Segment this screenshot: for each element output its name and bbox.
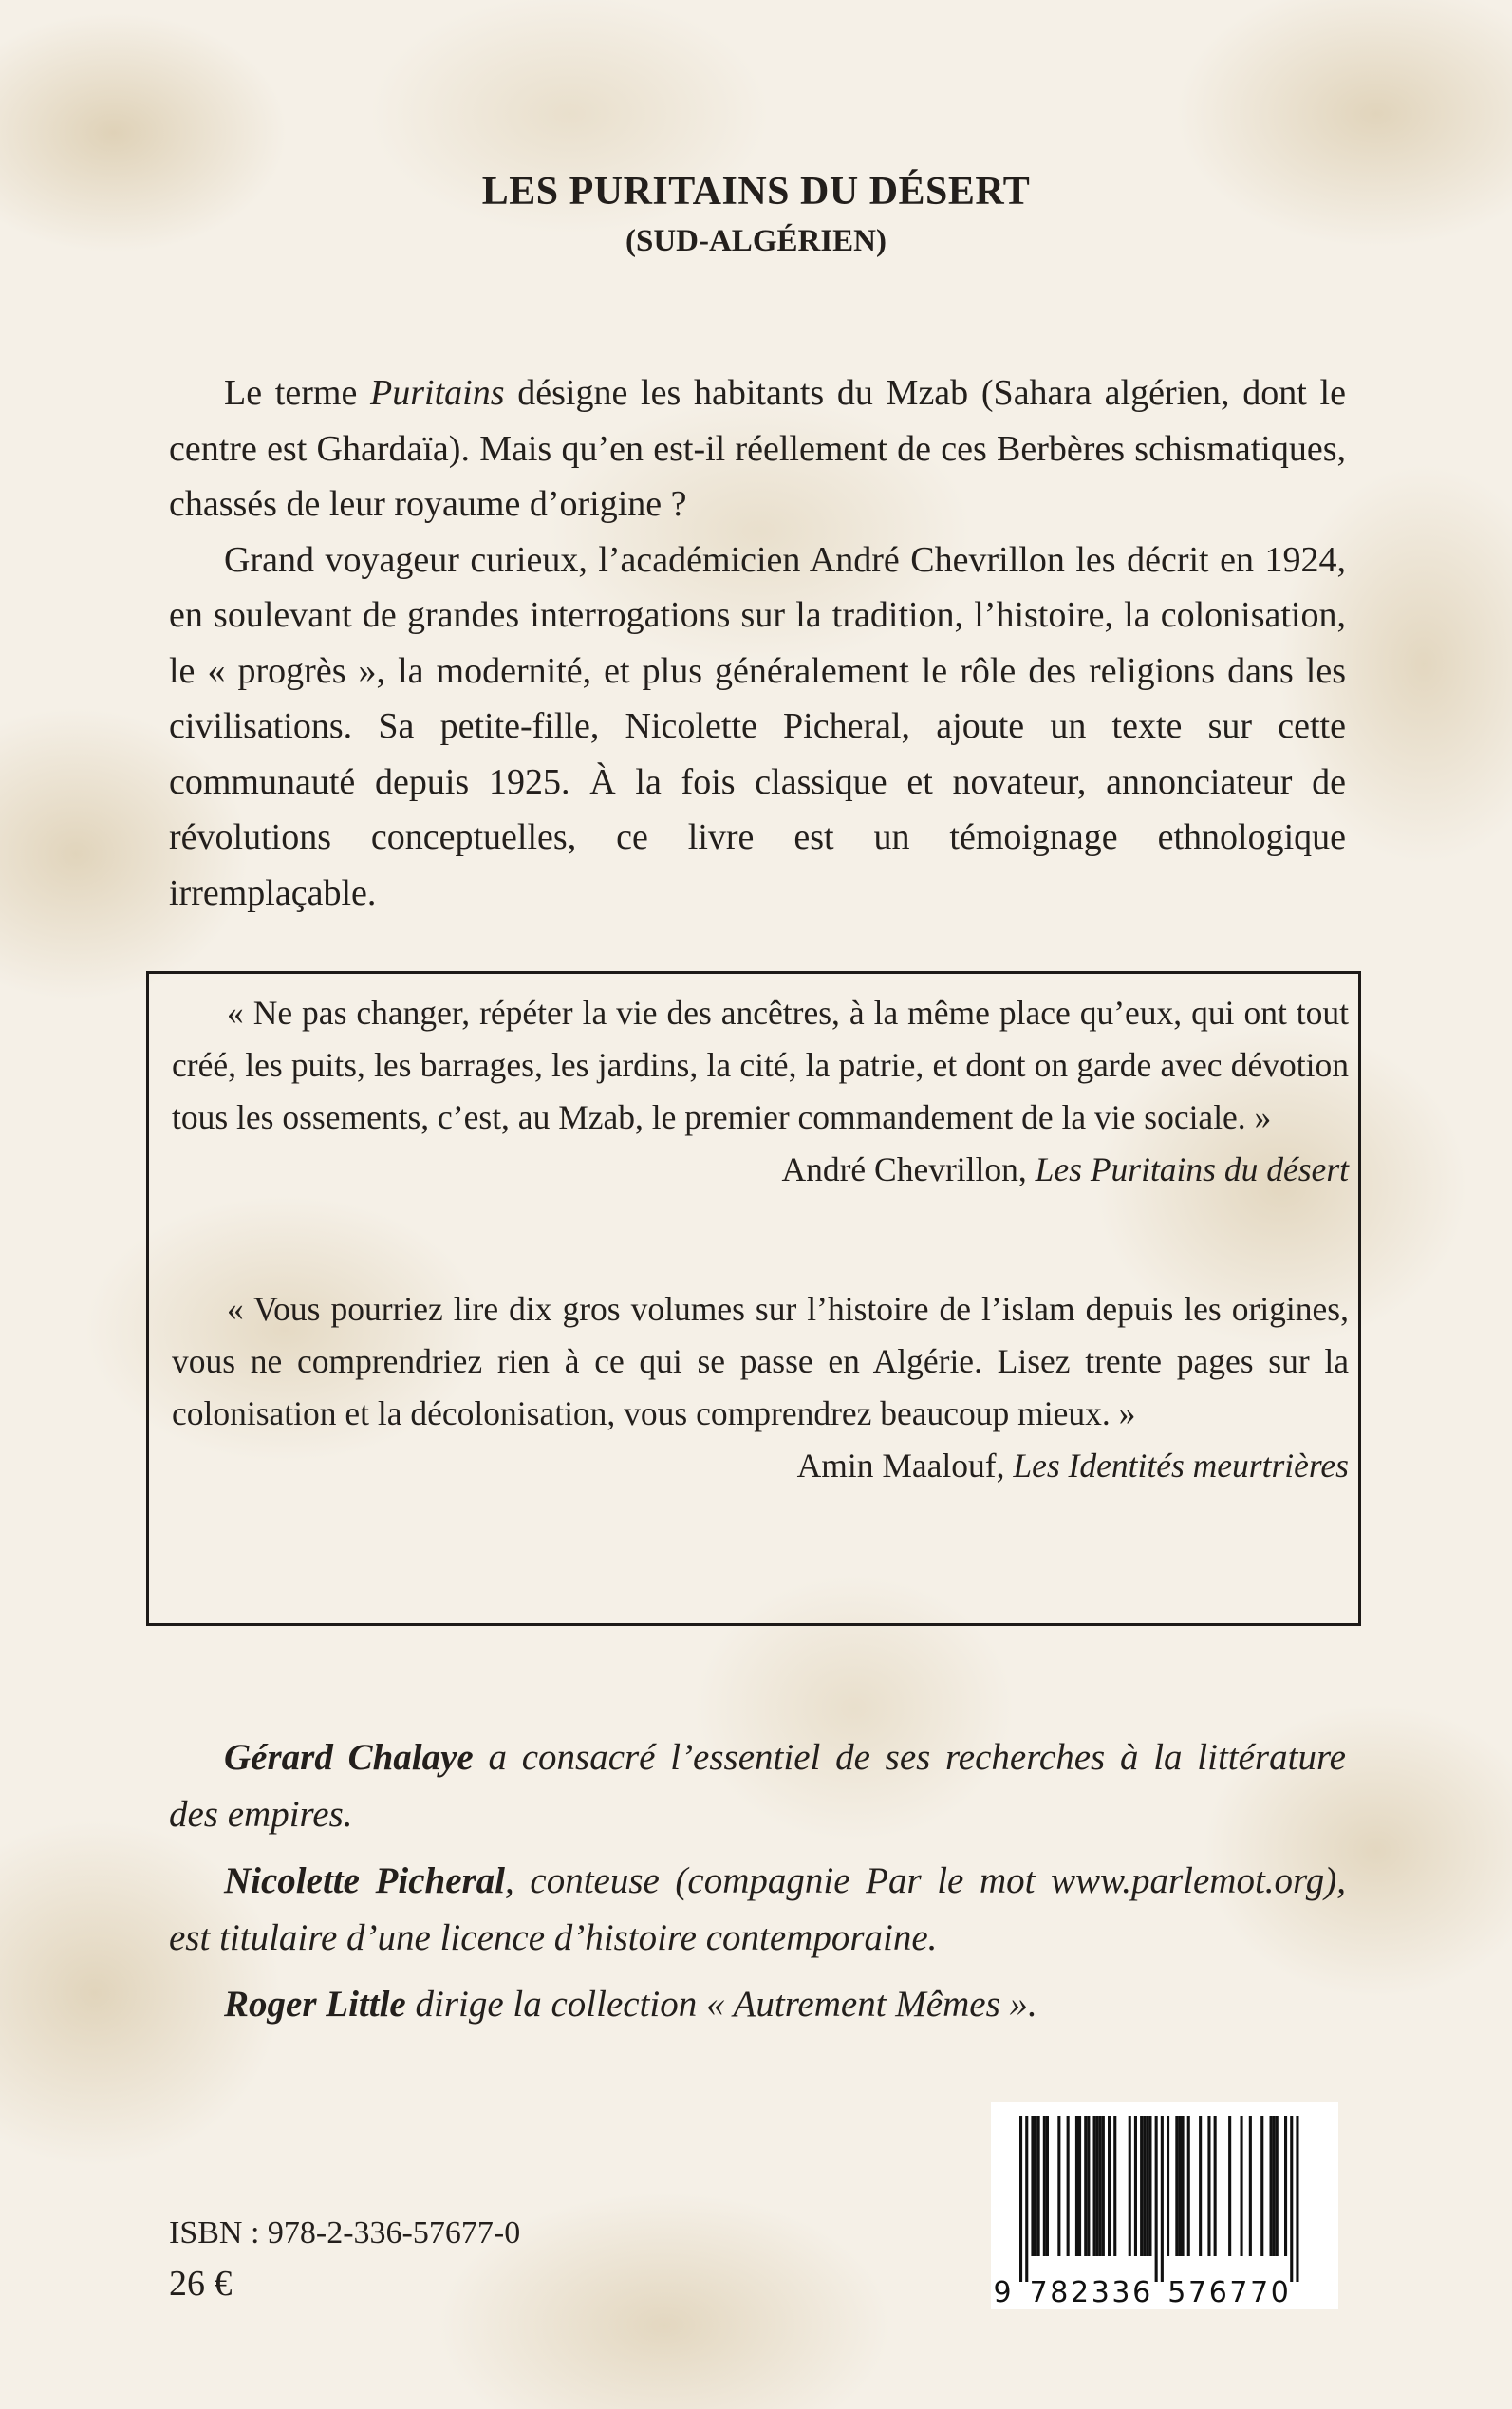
barcode-bar xyxy=(1129,2116,1131,2256)
barcode-digit: 6 xyxy=(1208,2276,1227,2309)
barcode-bar xyxy=(1273,2116,1276,2256)
barcode-bar xyxy=(1249,2116,1252,2256)
barcode-bar xyxy=(1108,2116,1111,2256)
emphasis: Puritains xyxy=(370,373,505,413)
barcode-bar xyxy=(1046,2116,1049,2256)
quote-2 xyxy=(172,1283,1349,1492)
barcode-bar xyxy=(1167,2116,1169,2256)
quote-author: Amin Maalouf, xyxy=(796,1447,1014,1485)
barcode-bar xyxy=(1084,2116,1087,2256)
summary-paragraph-2: Grand voyageur curieux, l’académicien André Chevrillon les décrit en 1924, en soulevant de grandes interrogations sur la tradition, l’histoire, la colonisation, le « progrès », la modernité, et plus généralement le rôle des religions dans les civilisations. Sa petite-fille, Nicolette Picheral, ajoute un texte sur cette communauté depuis 1925. À la fois classique et novateur, annonciateur de révolutions conceptuelles, ce livre est un témoignage ethnologique irremplaçable. xyxy=(169,539,1346,913)
barcode-bar xyxy=(1102,2116,1105,2256)
barcode-digit: 7 xyxy=(1229,2276,1248,2309)
barcode-bar xyxy=(1099,2116,1102,2256)
barcode-bar xyxy=(1078,2116,1081,2256)
barcode-graphic xyxy=(991,2102,1338,2309)
barcode-digit: 7 xyxy=(1188,2276,1207,2309)
barcode-bar xyxy=(1037,2116,1040,2256)
bio-3 xyxy=(169,1976,1346,2033)
barcode-bar xyxy=(1182,2116,1185,2256)
bio-name: Roger Little xyxy=(224,1984,406,2025)
barcode-bar xyxy=(1140,2116,1143,2256)
barcode-bar xyxy=(1096,2116,1099,2256)
bio-text: , conteuse (compagnie Par le mot www.parlemot.org), est titulaire d’une licence d’histoire contemporaine. xyxy=(169,1860,1346,1958)
quote-text: « Ne pas changer, répéter la vie des ancêtres, à la même place qu’eux, qui ont tout créé, les puits, les barrages, les jardins, la cité, la patrie, et dont on garde avec dévotion tous les ossements, c’est, au Mzab, le premier commandement de la vie sociale. » xyxy=(172,994,1349,1136)
barcode xyxy=(991,2102,1338,2309)
bio-text: a consacré l’essentiel de ses recherches à la littérature des empires. xyxy=(169,1737,1346,1835)
barcode-digit: 7 xyxy=(1029,2276,1048,2309)
quote-source xyxy=(172,1144,1349,1196)
barcode-bar xyxy=(1043,2116,1046,2256)
barcode-bar xyxy=(1025,2116,1028,2282)
barcode-bar xyxy=(1241,2116,1243,2256)
bio-1 xyxy=(169,1729,1346,1843)
quote-author: André Chevrillon, xyxy=(781,1150,1036,1188)
text: désigne les habitants du Mzab (Sahara algérien, dont le centre est Ghardaïa). Mais qu’en est-il réellement de ces Berbères schismatiques, chassés de leur royaume d’origine ? xyxy=(169,373,1346,524)
barcode-bar xyxy=(1148,2116,1151,2256)
summary-paragraph-1 xyxy=(169,365,1346,532)
quote-text: « Vous pourriez lire dix gros volumes sur l’histoire de l’islam depuis les origines, vous ne comprendriez rien à ce qui se passe en Algérie. Lisez trente pages sur la colonisation et la décolonisation, vous comprendrez beaucoup mieux. » xyxy=(172,1290,1349,1432)
barcode-bar xyxy=(1031,2116,1034,2256)
barcode-bar xyxy=(1214,2116,1217,2256)
barcode-bar xyxy=(1270,2116,1273,2256)
barcode-bar xyxy=(1290,2116,1293,2282)
bio-name: Nicolette Picheral xyxy=(224,1860,506,1901)
barcode-digit: 9 xyxy=(993,2276,1012,2309)
barcode-bar xyxy=(1296,2116,1298,2282)
barcode-digit: 5 xyxy=(1167,2276,1186,2309)
barcode-bar xyxy=(1143,2116,1146,2256)
barcode-digit: 0 xyxy=(1270,2276,1289,2309)
barcode-digit: 7 xyxy=(1250,2276,1269,2309)
barcode-bar xyxy=(1146,2116,1148,2256)
summary xyxy=(169,365,1346,921)
quote-1 xyxy=(172,987,1349,1196)
bio-name: Gérard Chalaye xyxy=(224,1737,474,1778)
barcode-bar xyxy=(1134,2116,1137,2256)
barcode-bar xyxy=(1087,2116,1090,2256)
barcode-digit: 3 xyxy=(1111,2276,1130,2309)
barcode-bar xyxy=(1093,2116,1096,2256)
barcode-bar xyxy=(1035,2116,1037,2256)
bio-2 xyxy=(169,1853,1346,1967)
barcode-bar xyxy=(1057,2116,1060,2256)
barcode-bar xyxy=(1276,2116,1279,2256)
text: Le terme xyxy=(224,373,371,413)
barcode-digit: 8 xyxy=(1050,2276,1069,2309)
quote-work: Les Identités meurtrières xyxy=(1013,1447,1349,1485)
book-subtitle: (SUD-ALGÉRIEN) xyxy=(625,224,887,258)
barcode-bar xyxy=(1228,2116,1231,2256)
barcode-bar xyxy=(1284,2116,1287,2256)
price: 26 € xyxy=(169,2264,233,2304)
barcode-bar xyxy=(1178,2116,1181,2256)
author-bios xyxy=(169,1729,1346,2043)
quote-work: Les Puritains du désert xyxy=(1035,1150,1349,1188)
barcode-digit: 3 xyxy=(1091,2276,1110,2309)
barcode-bar xyxy=(1175,2116,1178,2256)
isbn: ISBN : 978-2-336-57677-0 xyxy=(169,2215,521,2250)
quote-source xyxy=(172,1440,1349,1492)
barcode-bar xyxy=(1113,2116,1116,2256)
barcode-bar xyxy=(1207,2116,1210,2256)
barcode-bar xyxy=(1155,2116,1158,2282)
quotes-box xyxy=(146,971,1361,1626)
barcode-bar xyxy=(1199,2116,1202,2256)
barcode-bar xyxy=(1161,2116,1164,2282)
barcode-bar xyxy=(1187,2116,1190,2256)
barcode-bar xyxy=(1067,2116,1070,2256)
barcode-bar xyxy=(1260,2116,1263,2256)
bio-text: dirige la collection « Autrement Mêmes ». xyxy=(405,1984,1037,2025)
book-title: LES PURITAINS DU DÉSERT xyxy=(481,170,1031,214)
barcode-bar xyxy=(1019,2116,1022,2282)
barcode-bar xyxy=(1075,2116,1078,2256)
barcode-digit: 6 xyxy=(1132,2276,1151,2309)
barcode-digit: 2 xyxy=(1071,2276,1090,2309)
